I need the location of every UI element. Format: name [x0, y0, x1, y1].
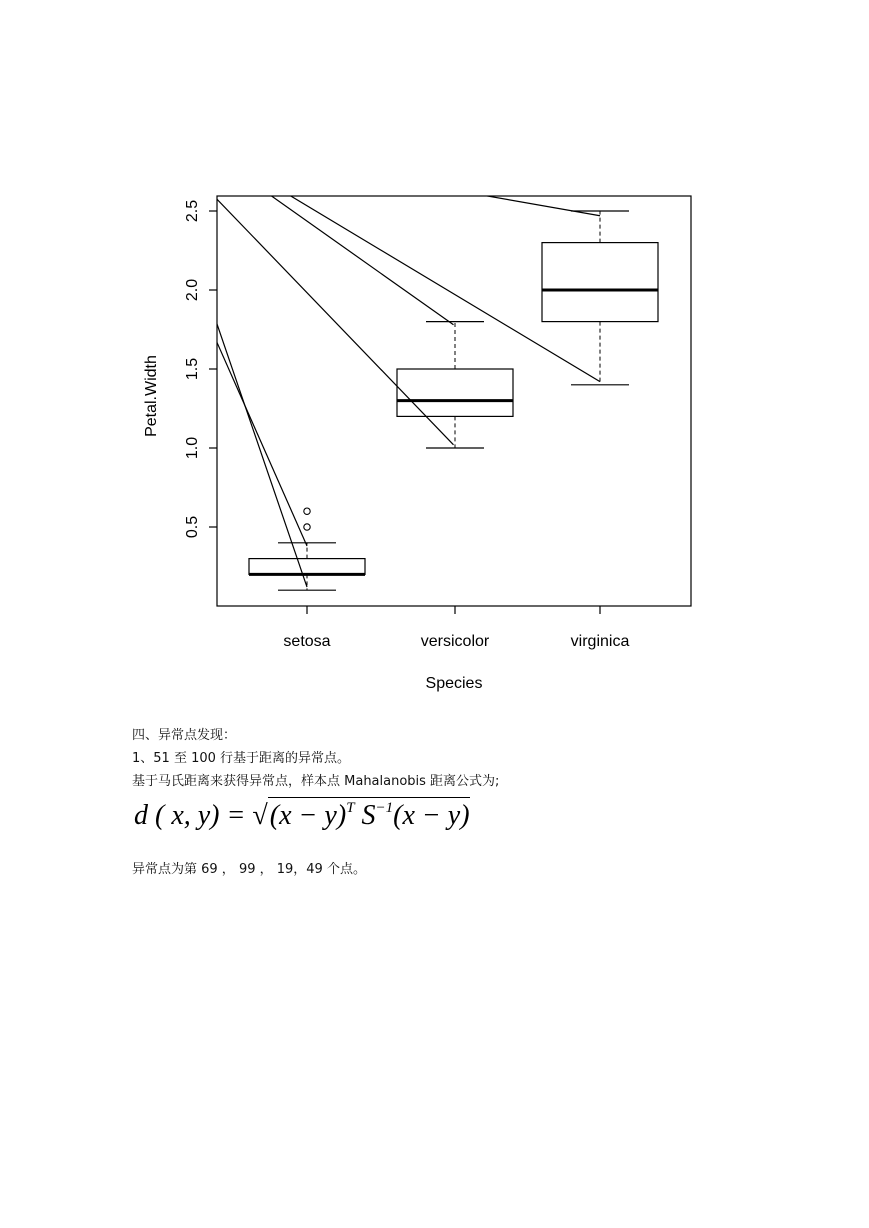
y-tick-label-1: 0.5 [184, 515, 202, 539]
overlay-line-3 [216, 198, 453, 444]
x-tick-label-versicolor: versicolor [420, 633, 490, 650]
outlier-point-2 [304, 508, 310, 514]
radical-sign: √ [252, 800, 268, 831]
outlier-point-1 [304, 524, 310, 530]
formula-term-1: (x − y) [269, 800, 347, 831]
formula-lhs: d ( x, y) = [134, 800, 253, 831]
formula-term-2: (x − y) [393, 800, 470, 831]
mahalanobis-formula [134, 800, 470, 832]
x-axis-label: Species [425, 675, 483, 692]
box-setosa [249, 508, 365, 590]
section-heading: 四、异常点发现： [132, 728, 237, 743]
paragraph-line-3: 异常点为第 69 ， 99 ， 19，49 个点。 [132, 862, 366, 877]
y-tick-label-4: 2.0 [184, 278, 202, 302]
y-tick-label-5: 2.5 [184, 199, 202, 223]
formula-inverse: −1 [375, 800, 394, 816]
iqr-box [249, 559, 365, 575]
overlay-line-2 [216, 341, 307, 546]
overlay-line-5 [289, 195, 600, 381]
overlay-line-6 [483, 195, 600, 216]
overlay-line-4 [270, 195, 453, 325]
box-versicolor [397, 322, 513, 448]
x-tick-label-setosa: setosa [283, 633, 331, 650]
box-virginica [542, 211, 658, 385]
overlay-line-1 [216, 322, 307, 587]
y-tick-label-2: 1.0 [184, 436, 202, 460]
paragraph-line-1: 1、51 至 100 行基于距离的异常点。 [132, 751, 351, 766]
formula-radicand [268, 797, 470, 831]
iqr-box [397, 369, 513, 416]
plot-area [216, 195, 658, 590]
axes [143, 196, 691, 692]
y-axis-label: Petal.Width [143, 355, 161, 437]
x-tick-label-virginica: virginica [570, 633, 630, 650]
formula-transpose: T [346, 800, 355, 816]
formula-s: S [354, 800, 376, 831]
paragraph-line-2: 基于马氏距离来获得异常点，样本点 Mahalanobis 距离公式为; [132, 774, 500, 789]
iqr-box [542, 243, 658, 322]
y-tick-label-3: 1.5 [184, 357, 202, 381]
